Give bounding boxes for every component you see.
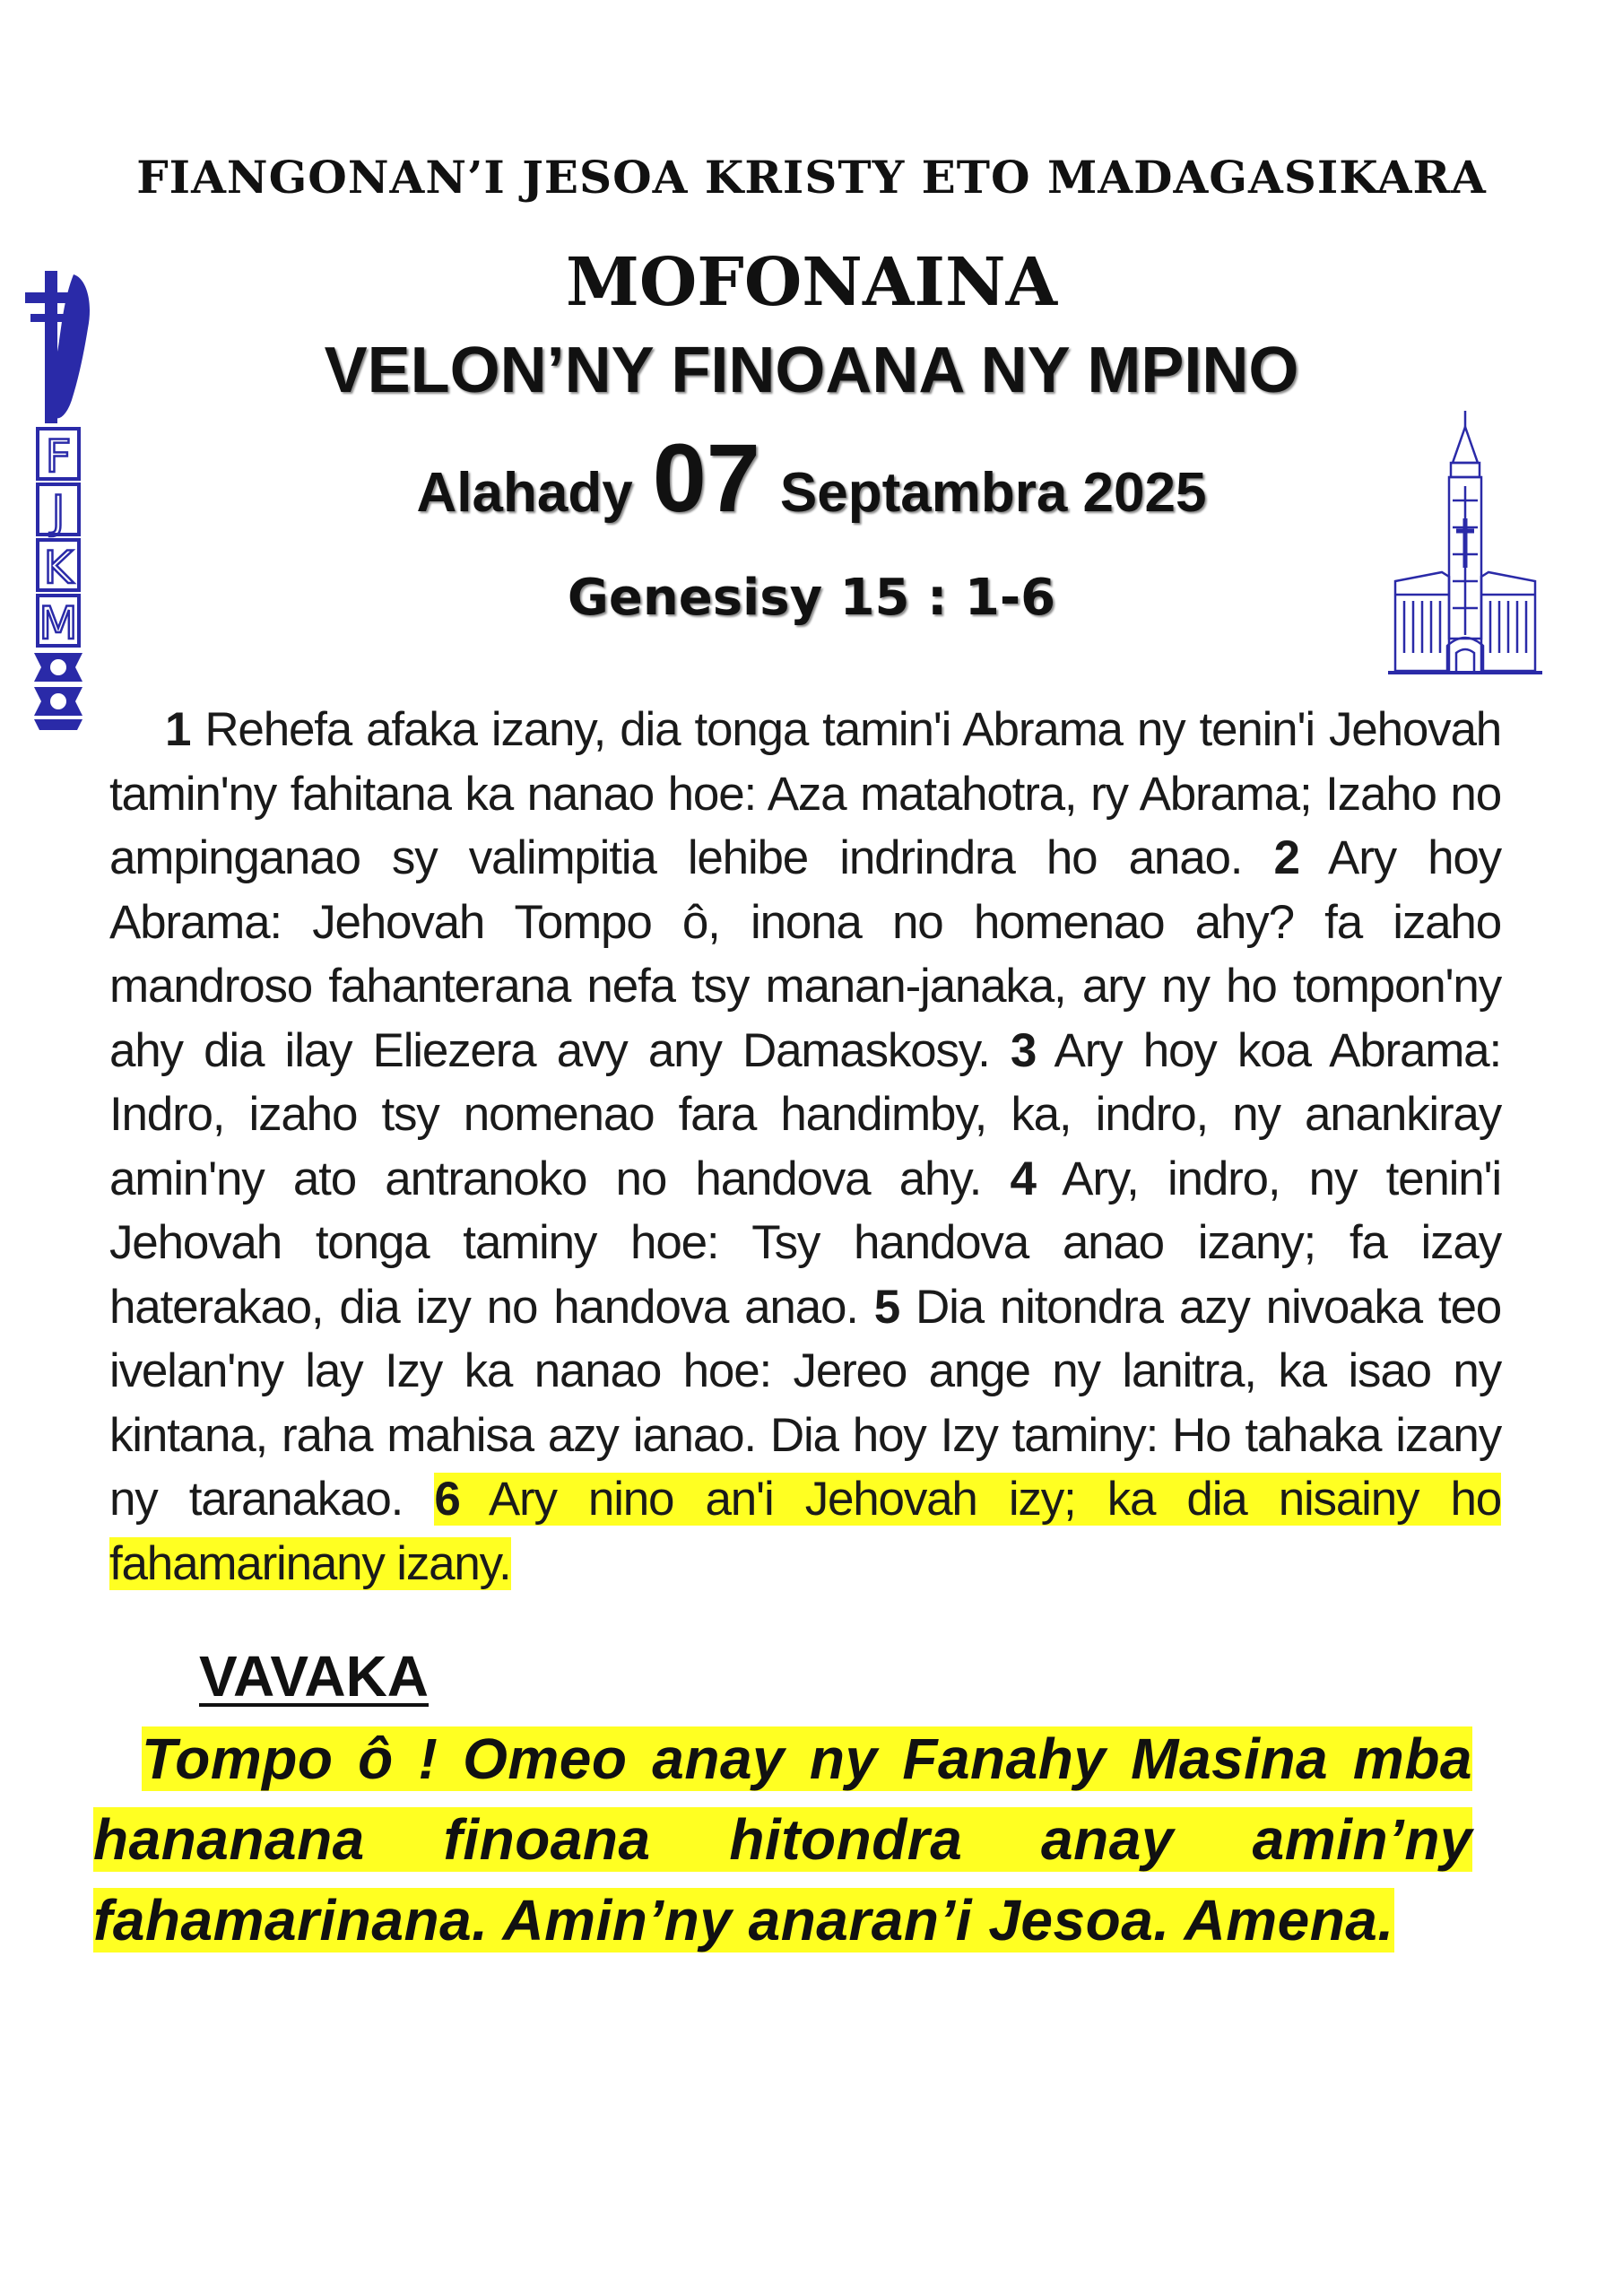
verse-text: Ary hoy koa Abrama: Indro, izaho tsy nomenao fara handimby, ka, indro, ny anankiray amin'ny ato antranoko no handova ahy. <box>109 1023 1501 1205</box>
verse-number: 1 <box>165 703 191 756</box>
church-building-icon <box>1388 411 1542 680</box>
document-type-title: MOFONAINA <box>565 244 1058 321</box>
verse-text: Dia nitondra azy nivoaka teo ivelan'ny lay Izy ka nanao hoe: Jereo ange ny lanitra, ka isao ny kintana, raha mahisa azy ianao. Dia hoy Izy taminy: Ho tahaka izany ny taranakao. <box>109 1280 1501 1526</box>
date-month-year: Septambra 2025 <box>779 462 1207 524</box>
verse-number: 3 <box>1010 1023 1037 1077</box>
verse-number: 5 <box>873 1280 900 1334</box>
date-day-number: 07 <box>652 423 760 532</box>
logo-letter-k: K <box>43 542 74 594</box>
verse-number: 4 <box>1010 1152 1036 1205</box>
fjkm-logo <box>22 265 102 732</box>
prayer-text: Tompo ô ! Omeo anay ny Fanahy Masina mba hananana finoana hitondra anay amin’ny fahamarinana. Amin’ny anaran’i Jesoa. Amena. <box>93 1726 1472 1952</box>
theme-title: VELON’NY FINOANA NY MPINO <box>324 335 1299 406</box>
prayer-title: VAVAKA <box>199 1644 429 1709</box>
logo-letter-j: J <box>51 486 65 538</box>
verse-text: Ary nino an'i Jehovah izy; ka dia nisainy ho fahamarinany izany. <box>109 1473 1501 1590</box>
verse-text: Ary, indro, ny tenin'i Jehovah tonga taminy hoe: Tsy handova anao izany; fa izay haterakao, dia izy no handova anao. <box>109 1152 1502 1334</box>
scripture-passage <box>109 698 1501 1596</box>
prayer-text-block <box>93 1718 1472 1961</box>
verse-number: 2 <box>1273 831 1299 884</box>
church-name: FIANGONAN’I JESOA KRISTY ETO MADAGASIKARA <box>136 151 1487 204</box>
verse-text: Ary hoy Abrama: Jehovah Tompo ô, inona no homenao ahy? fa izaho mandroso fahanterana nefa tsy manan-janaka, ary ny ho tompon'ny ahy dia ilay Eliezera avy any Damaskosy. <box>109 831 1501 1077</box>
date-day-label: Alahady <box>416 462 633 524</box>
decorative-pattern-icon <box>34 653 82 730</box>
verse-number: 6 <box>434 1473 460 1526</box>
logo-letter-m: M <box>39 597 78 649</box>
scripture-reference: Genesisy 15 : 1-6 <box>567 569 1056 627</box>
logo-letter-f: F <box>45 430 72 483</box>
verse-text: Rehefa afaka izany, dia tonga tamin'i Abrama ny tenin'i Jehovah tamin'ny fahitana ka nanao hoe: Aza matahotra, ry Abrama; Izaho no ampinganao sy valimpitia lehibe indrindra ho anao. <box>109 703 1501 884</box>
date-line <box>0 422 1623 534</box>
